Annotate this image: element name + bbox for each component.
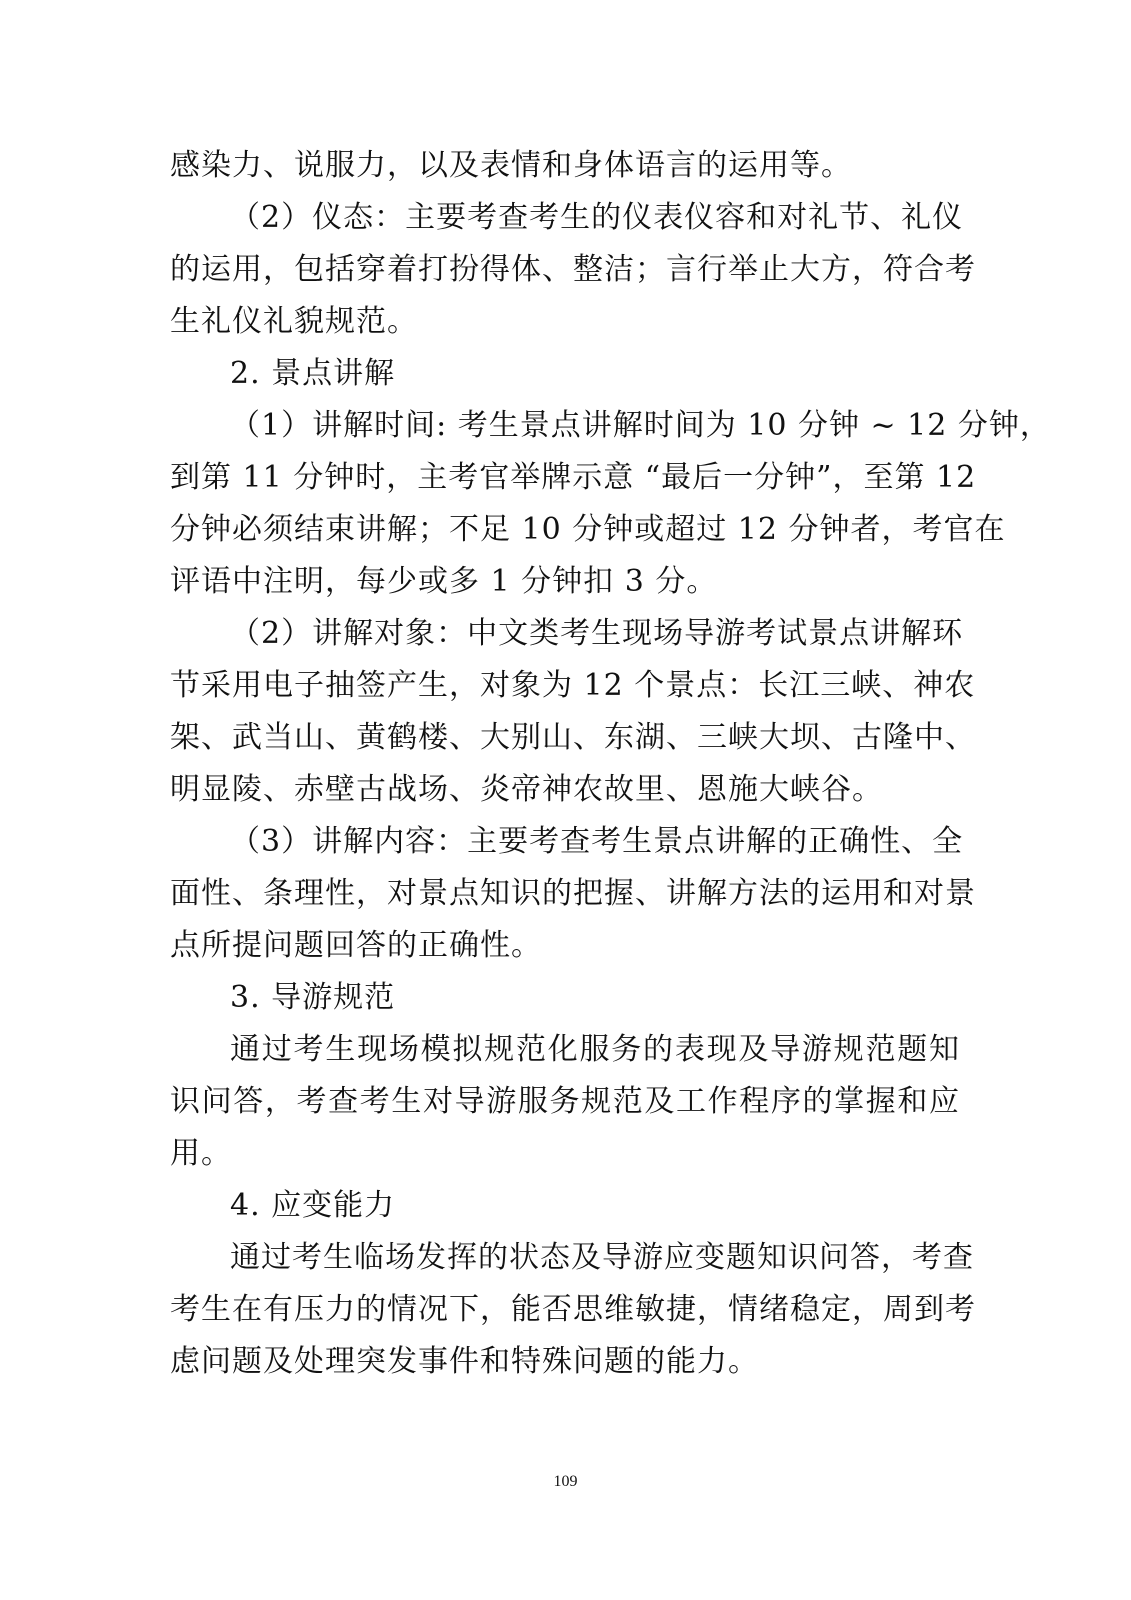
section-heading: 4. 应变能力	[230, 1188, 396, 1223]
body-line: 的运用，包括穿着打扮得体、整洁；言行举止大方，符合考	[170, 252, 976, 287]
section-heading: 2. 景点讲解	[230, 356, 396, 391]
page-number: 109	[553, 1473, 578, 1490]
body-line: 架、武当山、黄鹤楼、大别山、东湖、三峡大坝、古隆中、	[170, 720, 976, 755]
body-line: 通过考生现场模拟规范化服务的表现及导游规范题知	[230, 1032, 960, 1067]
body-line: 明显陵、赤壁古战场、炎帝神农故里、恩施大峡谷。	[170, 772, 883, 807]
body-line: （1）讲解时间: 考生景点讲解时间为 10 分钟 ~ 12 分钟，	[230, 408, 1051, 443]
body-line: 通过考生临场发挥的状态及导游应变题知识问答，考查	[230, 1240, 974, 1275]
body-line: （2）讲解对象：中文类考生现场导游考试景点讲解环	[230, 616, 964, 651]
body-line: 分钟必须结束讲解；不足 10 分钟或超过 12 分钟者，考官在	[170, 512, 1006, 547]
body-line: 感染力、说服力，以及表情和身体语言的运用等。	[170, 148, 852, 183]
section-heading: 3. 导游规范	[230, 980, 396, 1015]
body-line: 识问答，考查考生对导游服务规范及工作程序的掌握和应	[170, 1084, 960, 1119]
body-line: 面性、条理性，对景点知识的把握、讲解方法的运用和对景	[170, 876, 976, 911]
body-line: 评语中注明，每少或多 1 分钟扣 3 分。	[170, 564, 718, 599]
body-line: 生礼仪礼貌规范。	[170, 304, 418, 339]
body-line: 节采用电子抽签产生，对象为 12 个景点：长江三峡、神农	[170, 668, 976, 703]
body-line: （3）讲解内容：主要考查考生景点讲解的正确性、全	[230, 824, 964, 859]
body-line: 用。	[170, 1136, 232, 1171]
body-line: 到第 11 分钟时，主考官举牌示意 “最后一分钟”，至第 12	[170, 460, 977, 495]
body-line: 考生在有压力的情况下，能否思维敏捷，情绪稳定，周到考	[170, 1292, 976, 1327]
body-line: 虑问题及处理突发事件和特殊问题的能力。	[170, 1344, 759, 1379]
body-line: （2）仪态：主要考查考生的仪表仪容和对礼节、礼仪	[230, 200, 964, 235]
body-line: 点所提问题回答的正确性。	[170, 928, 542, 963]
